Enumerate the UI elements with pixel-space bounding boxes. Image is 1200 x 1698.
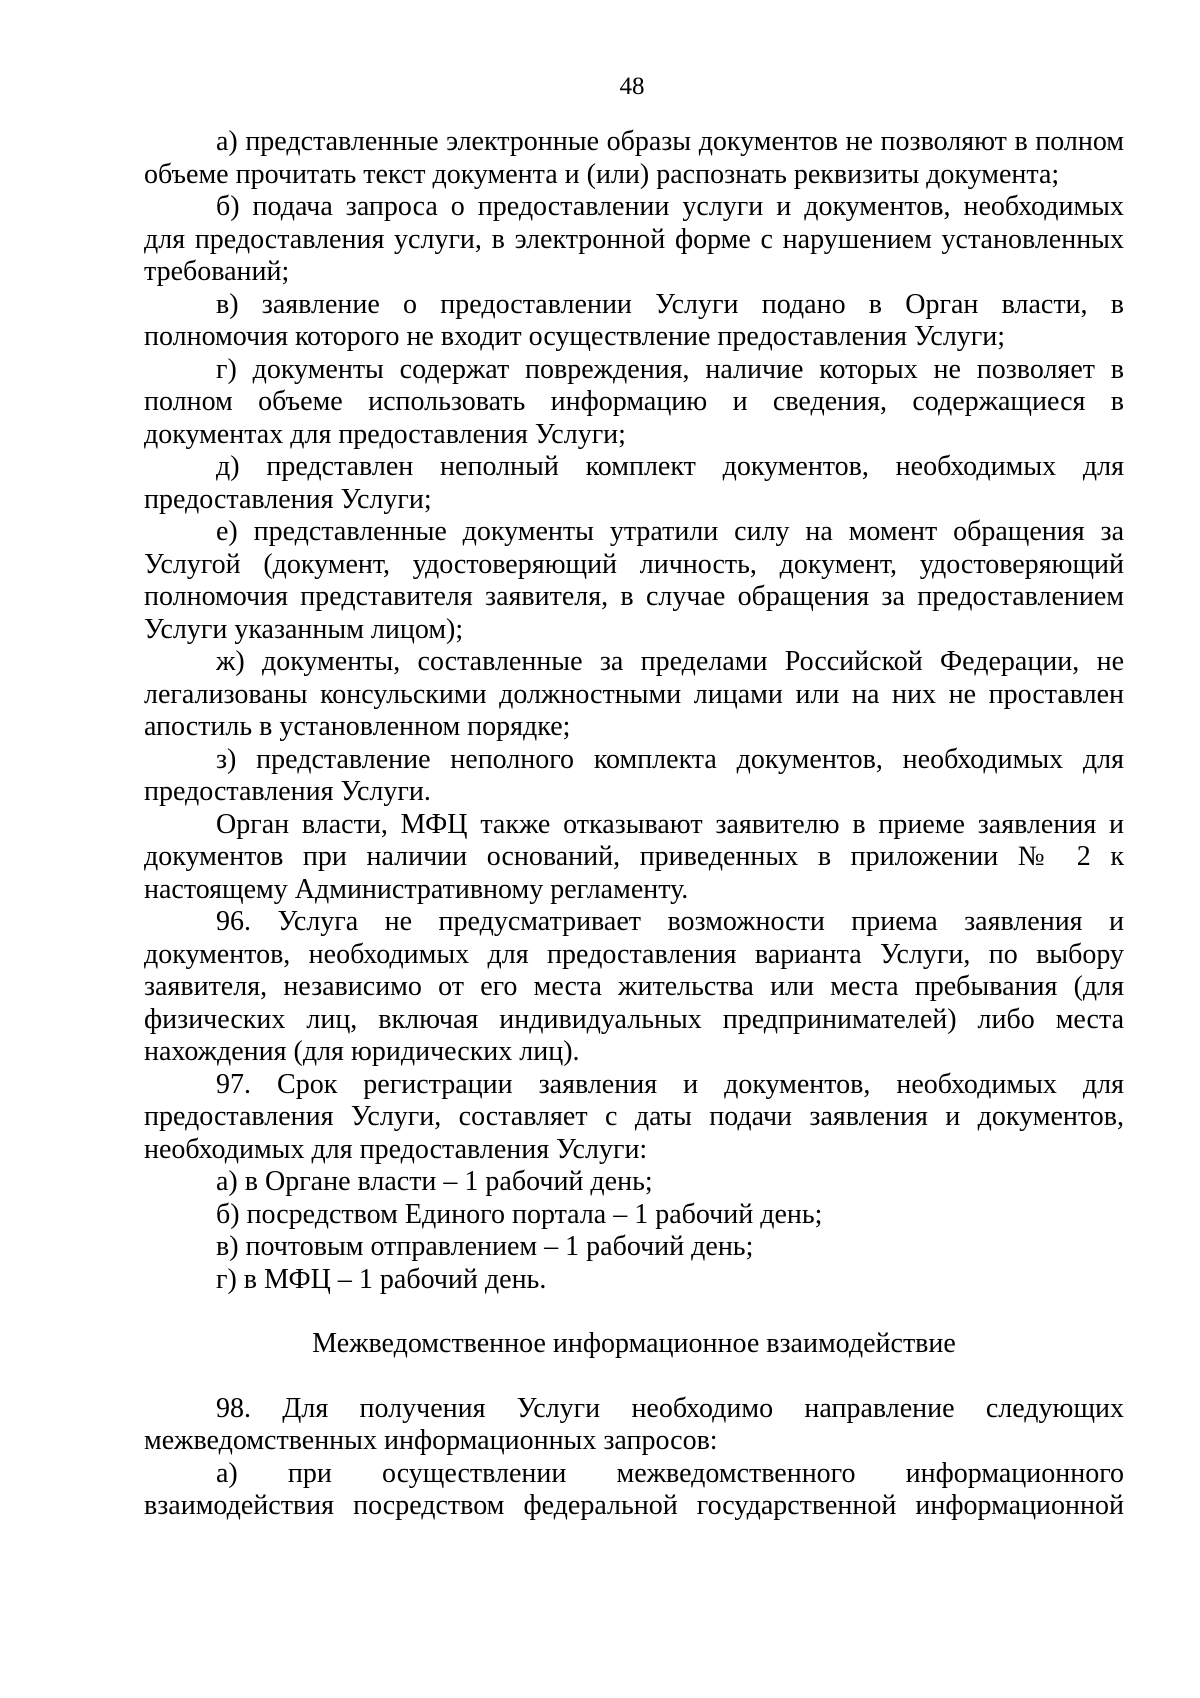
page-number: 48	[619, 73, 645, 100]
paragraph-97-registration-term: 97. Срок регистрации заявления и документов, необходимых для предоставления Услуги, составляет с даты подачи заявления и документов, необходимых для предоставления Услуги:	[144, 1068, 1124, 1165]
paragraph-zh-foreign-documents: ж) документы, составленные за пределами Российской Федерации, не легализованы консульскими должностными лицами или на них не проставлен апостиль в установленном порядке;	[144, 646, 1124, 742]
paragraph-a-interagency-interaction: а) при осуществлении межведомственного информационного взаимодействия посредством федеральной государственной информационной	[144, 1457, 1124, 1521]
list-item-mfc-term: г) в МФЦ – 1 рабочий день.	[216, 1263, 547, 1295]
paragraph-v-wrong-authority: в) заявление о предоставлении Услуги подано в Орган власти, в полномочия которого не входит осуществление предоставления Услуги;	[144, 288, 1124, 352]
list-item-portal-term: б) посредством Единого портала – 1 рабочий день;	[216, 1198, 823, 1230]
list-item-mail-term: в) почтовым отправлением – 1 рабочий день;	[216, 1231, 754, 1262]
paragraph-a-electronic-images: а) представленные электронные образы документов не позволяют в полном объеме прочитать текст документа и (или) распознать реквизиты документа;	[144, 126, 1124, 190]
document-body	[144, 126, 1124, 1523]
list-item-authority-term: а) в Органе власти – 1 рабочий день;	[216, 1166, 653, 1197]
section-heading: Межведомственное информационное взаимодействие	[312, 1328, 956, 1359]
paragraph-mfc-refusal: Орган власти, МФЦ также отказывают заявителю в приеме заявления и документов при наличии оснований, приведенных в приложении № 2 к настоящему Административному регламенту.	[144, 808, 1124, 905]
paragraph-g-damaged-documents: г) документы содержат повреждения, наличие которых не позволяет в полном объеме использовать информацию и сведения, содержащиеся в документах для предоставления Услуги;	[144, 353, 1124, 450]
paragraph-d-incomplete-set: д) представлен неполный комплект документов, необходимых для предоставления Услуги;	[144, 451, 1124, 515]
paragraph-z-incomplete-submission: з) представление неполного комплекта документов, необходимых для предоставления Услуги.	[144, 743, 1124, 807]
paragraph-e-expired-documents: е) представленные документы утратили силу на момент обращения за Услугой (документ, удостоверяющий личность, документ, удостоверяющий полномочия представителя заявителя, в случае обращения за предоставлением Услуги указанным лицом);	[144, 516, 1124, 645]
paragraph-b-request-submission: б) подача запроса о предоставлении услуги и документов, необходимых для предоставления услуги, в электронной форме с нарушением установленных требований;	[144, 191, 1124, 287]
paragraph-96-extraterritorial: 96. Услуга не предусматривает возможности приема заявления и документов, необходимых для предоставления варианта Услуги, по выбору заявителя, независимо от его места жительства или места пребывания (для физических лиц, включая индивидуальных предпринимателей) либо места нахождения (для юридических лиц).	[144, 906, 1124, 1067]
paragraph-98-interagency-requests: 98. Для получения Услуги необходимо направление следующих межведомственных информационных запросов:	[144, 1392, 1124, 1456]
